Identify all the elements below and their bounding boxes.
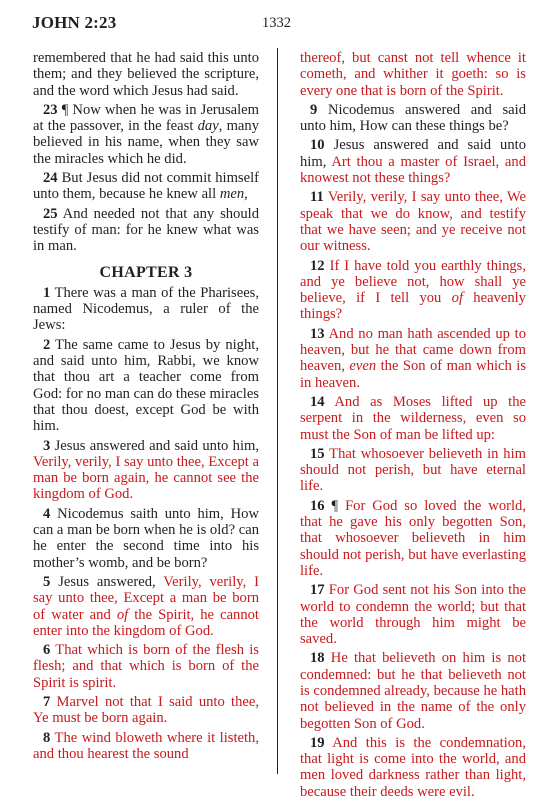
verse-number: 17 — [310, 582, 325, 599]
verse-23 — [33, 102, 259, 167]
words-of-christ: Verily, verily, I say unto thee, Except a man be born of water and — [33, 573, 259, 623]
words-of-christ: Art thou a master of Israel, and knowest not these things? — [300, 153, 527, 187]
verse-number: 13 — [310, 325, 325, 342]
verse-25 — [33, 206, 259, 255]
verse-number: 1 — [43, 284, 51, 301]
words-of-christ: Marvel not that I said unto thee, Ye must be born again. — [33, 693, 259, 727]
verses-before-chapter — [33, 102, 259, 255]
verse-number: 15 — [310, 445, 325, 462]
verse-24 — [33, 170, 259, 203]
words-of-christ: If I have told you earthly things, and ye believe not, how shall ye believe, if I tell you — [300, 257, 526, 307]
verse-text: Nicodemus saith unto him, How can a man be born when he is old? can he enter the second time into his mother’s womb, and be born? — [33, 505, 259, 571]
verse-text: There was a man of the Pharisees, named Nicodemus, a ruler of the Jews: — [33, 284, 259, 334]
verse-number: 18 — [310, 650, 325, 667]
words-of-christ: of — [116, 606, 129, 623]
verse-text: men — [219, 186, 245, 203]
verse-5 — [33, 574, 259, 639]
verse-text: Now when he was in Jerusalem at the passover, in the feast — [33, 101, 259, 135]
verse-14 — [300, 394, 526, 443]
words-of-christ: That which is born of the flesh is flesh; and that which is born of the Spirit is spirit. — [33, 642, 259, 691]
verse-text: But Jesus did not commit himself unto them, because he knew all — [33, 170, 259, 203]
verse-19 — [300, 735, 526, 800]
verse-number: 25 — [43, 205, 58, 222]
words-of-christ: even — [349, 358, 377, 375]
verse-18 — [300, 650, 526, 731]
verse-text: , — [244, 186, 248, 203]
words-of-christ: the Spirit, he cannot enter into the kingdom of God. — [33, 606, 259, 639]
verse-list — [300, 102, 526, 800]
verse-16 — [300, 498, 526, 579]
verse-number: 24 — [43, 170, 58, 187]
verse-number: 14 — [310, 393, 325, 410]
verse-number: 9 — [310, 101, 318, 118]
verse-2 — [33, 337, 259, 435]
verse-text: The same came to Jesus by night, and said unto him, Rabbi, we know that thou art a teacher come from God: for no man can do these miracles that thou doest, except God be with him. — [33, 336, 259, 435]
page-number: 1332 — [262, 15, 291, 31]
verse-15 — [300, 446, 526, 495]
verse-continuation: remembered that he had said this unto them; and they believed the scripture, and the word which Jesus had said. — [33, 50, 259, 99]
verse-text: Jesus answered, — [58, 573, 164, 590]
verse-6 — [33, 642, 259, 691]
words-of-christ: And this is the condemnation, that light is come into the world, and men loved darkness rather than light, because their deeds were evil. — [300, 734, 527, 800]
words-of-christ: Verily, verily, I say unto thee, Except a man be born again, he cannot see the kingdom of God. — [33, 453, 259, 503]
verse-number: 10 — [310, 137, 325, 154]
verse-number: 12 — [310, 257, 325, 274]
verses-after-chapter — [33, 285, 259, 762]
verse-3 — [33, 438, 259, 503]
verse-9 — [300, 102, 526, 135]
verse-number: 4 — [43, 505, 51, 522]
verse-number: 19 — [310, 734, 325, 751]
verse-number: 11 — [310, 189, 324, 206]
paragraph-mark: ¶ — [331, 497, 339, 514]
words-of-christ: heavenly things? — [300, 290, 526, 323]
verse-number: 3 — [43, 437, 51, 454]
column-divider — [277, 48, 278, 774]
verse-8 — [33, 730, 259, 763]
verse-11 — [300, 189, 526, 254]
verse-12 — [300, 258, 526, 323]
verse-text: And needed not that any should testify of man: for he knew what was in man. — [33, 205, 260, 255]
verse-text: , many believed in his name, when they saw the miracles which he did. — [33, 118, 259, 167]
verse-text: Nicodemus answered and said unto him, How can these things be? — [300, 101, 526, 135]
chapter-verse-reference: JOHN 2:23 — [32, 13, 117, 32]
verse-text: day — [197, 118, 219, 135]
verse-4 — [33, 506, 259, 571]
verse-text: Jesus answered and said unto him, — [54, 437, 259, 454]
words-of-christ: He that believeth on him is not condemned: but he that believeth not is condemned already, because he hath not believed in the name of the only begotten Son of God. — [300, 650, 526, 732]
words-of-christ: That whosoever believeth in him should not perish, but have eternal life. — [300, 445, 526, 495]
words-of-christ: the Son of man which is in heaven. — [300, 358, 526, 391]
words-of-christ: The wind bloweth where it listeth, and thou hearest the sound — [33, 729, 259, 762]
verse-number: 5 — [43, 573, 51, 590]
words-of-christ: For God so loved the world, that he gave his only begotten Son, that whosoever believeth in him should not perish, but have everlasting life. — [300, 497, 526, 579]
words-of-christ: For God sent not his Son into the world to condemn the world; but that the world through him might be saved. — [300, 582, 526, 648]
chapter-heading: CHAPTER 3 — [99, 263, 193, 281]
verse-number: 6 — [43, 642, 51, 659]
verse-7 — [33, 694, 259, 727]
verse-number: 16 — [310, 497, 325, 514]
verse-number: 23 — [43, 101, 58, 118]
verse-continuation: thereof, but canst not tell whence it cometh, and whither it goeth: so is every one that is born of the Spirit. — [300, 50, 526, 99]
verse-number: 7 — [43, 693, 51, 710]
verse-number: 8 — [43, 729, 51, 746]
verse-13 — [300, 326, 526, 391]
verse-17 — [300, 582, 526, 647]
words-of-christ: Verily, verily, I say unto thee, We speak that we do know, and testify that we have seen; and ye receive not our witness. — [300, 189, 527, 255]
paragraph-mark: ¶ — [61, 101, 69, 118]
verse-1 — [33, 285, 259, 334]
words-of-christ: of — [451, 290, 463, 307]
words-of-christ: And no man hath ascended up to heaven, but he that came down from heaven, — [300, 325, 527, 375]
verse-text: Jesus answered and said unto him, — [300, 137, 526, 170]
right-column — [300, 50, 526, 803]
words-of-christ: And as Moses lifted up the serpent in the wilderness, even so must the Son of man be lifted up: — [300, 393, 526, 443]
verse-number: 2 — [43, 336, 51, 353]
left-column — [33, 50, 259, 765]
verse-10 — [300, 137, 526, 186]
